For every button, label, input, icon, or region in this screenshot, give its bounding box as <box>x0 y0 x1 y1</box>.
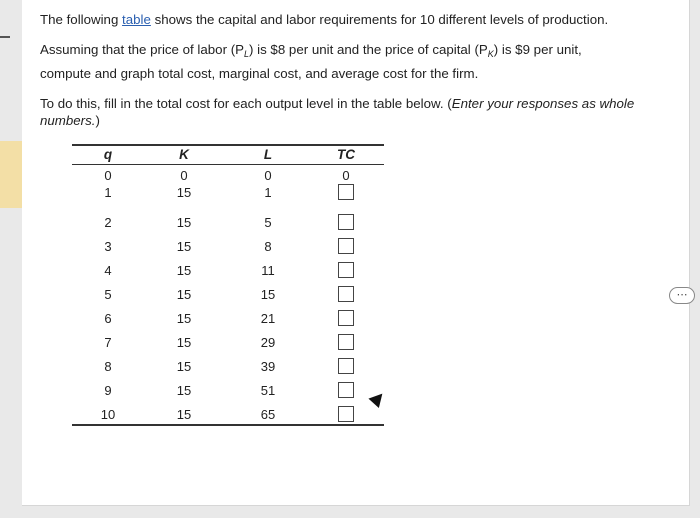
table-header-rule <box>72 164 384 165</box>
question-intro <box>40 10 608 29</box>
tc-input-box[interactable] <box>338 310 354 326</box>
cell-l: 8 <box>264 239 272 254</box>
cell-l: 21 <box>260 311 276 326</box>
cell-q: 0 <box>104 168 112 183</box>
intro-text: The following <box>40 12 123 27</box>
cell-k: 15 <box>176 239 192 254</box>
instructions-text: To do this, fill in the total cost for each output level in the table below. ( <box>40 96 452 111</box>
cell-l: 11 <box>261 263 275 278</box>
intro-text-end: shows the capital and labor requirements for 10 different levels of production. <box>150 12 609 27</box>
cell-k: 15 <box>176 185 192 200</box>
tc-input-box[interactable] <box>338 286 354 302</box>
prices-text-b: ) is $8 per unit and the price of capital (P <box>249 42 488 57</box>
header-k: K <box>179 147 189 162</box>
cell-k: 15 <box>176 335 192 350</box>
cell-q: 4 <box>104 263 112 278</box>
cell-q: 9 <box>104 383 112 398</box>
header-tc: TC <box>337 147 355 162</box>
cell-q: 6 <box>104 311 112 326</box>
subscript-k: K <box>487 49 494 59</box>
question-prices <box>40 40 650 83</box>
tc-input-box[interactable] <box>338 262 354 278</box>
more-options-button[interactable]: ⋯ <box>669 287 695 304</box>
cell-k: 15 <box>176 215 192 230</box>
tc-input-box[interactable] <box>338 406 354 422</box>
cost-table <box>72 144 384 426</box>
cell-tc: 0 <box>342 168 350 183</box>
cell-k: 15 <box>176 407 192 422</box>
cell-l: 5 <box>264 215 272 230</box>
cell-l: 39 <box>260 359 276 374</box>
prices-text-a: Assuming that the price of labor (P <box>40 42 244 57</box>
cell-k: 0 <box>180 168 188 183</box>
cell-k: 15 <box>176 311 192 326</box>
prices-text-line3: compute and graph total cost, marginal cost, and average cost for the firm. <box>40 66 479 81</box>
tc-input-box[interactable] <box>338 184 354 200</box>
header-l: L <box>263 147 273 162</box>
cell-l: 65 <box>260 407 276 422</box>
tc-input-box[interactable] <box>338 334 354 350</box>
cell-q: 8 <box>104 359 112 374</box>
side-tab-highlight <box>0 141 22 208</box>
cell-k: 15 <box>176 383 192 398</box>
tc-input-box[interactable] <box>338 238 354 254</box>
cell-q: 2 <box>104 215 112 230</box>
cell-q: 3 <box>104 239 112 254</box>
cell-l: 0 <box>264 168 272 183</box>
cell-l: 51 <box>260 383 276 398</box>
instructions-close: ) <box>95 113 100 128</box>
prices-text-c: ) is $9 per unit, <box>493 42 582 57</box>
tc-input-box[interactable] <box>338 214 354 230</box>
table-top-rule <box>72 144 384 146</box>
panel-edge-mark <box>0 36 10 38</box>
header-q: q <box>103 147 113 162</box>
question-instructions <box>40 95 650 129</box>
cell-k: 15 <box>176 359 192 374</box>
cell-l: 15 <box>260 287 276 302</box>
cell-q: 1 <box>104 185 112 200</box>
tc-input-box[interactable] <box>338 382 354 398</box>
tc-input-box[interactable] <box>338 358 354 374</box>
cell-k: 15 <box>176 263 192 278</box>
instructions-italic: Enter your responses as whole numbers. <box>40 96 635 128</box>
table-bottom-rule <box>72 424 384 426</box>
cell-k: 15 <box>176 287 192 302</box>
cell-q: 5 <box>104 287 112 302</box>
cell-l: 29 <box>260 335 276 350</box>
cell-q: 7 <box>104 335 112 350</box>
table-link[interactable]: table <box>122 12 151 27</box>
cell-l: 1 <box>264 185 272 200</box>
subscript-l: L <box>244 49 250 59</box>
cell-q: 10 <box>100 407 116 422</box>
